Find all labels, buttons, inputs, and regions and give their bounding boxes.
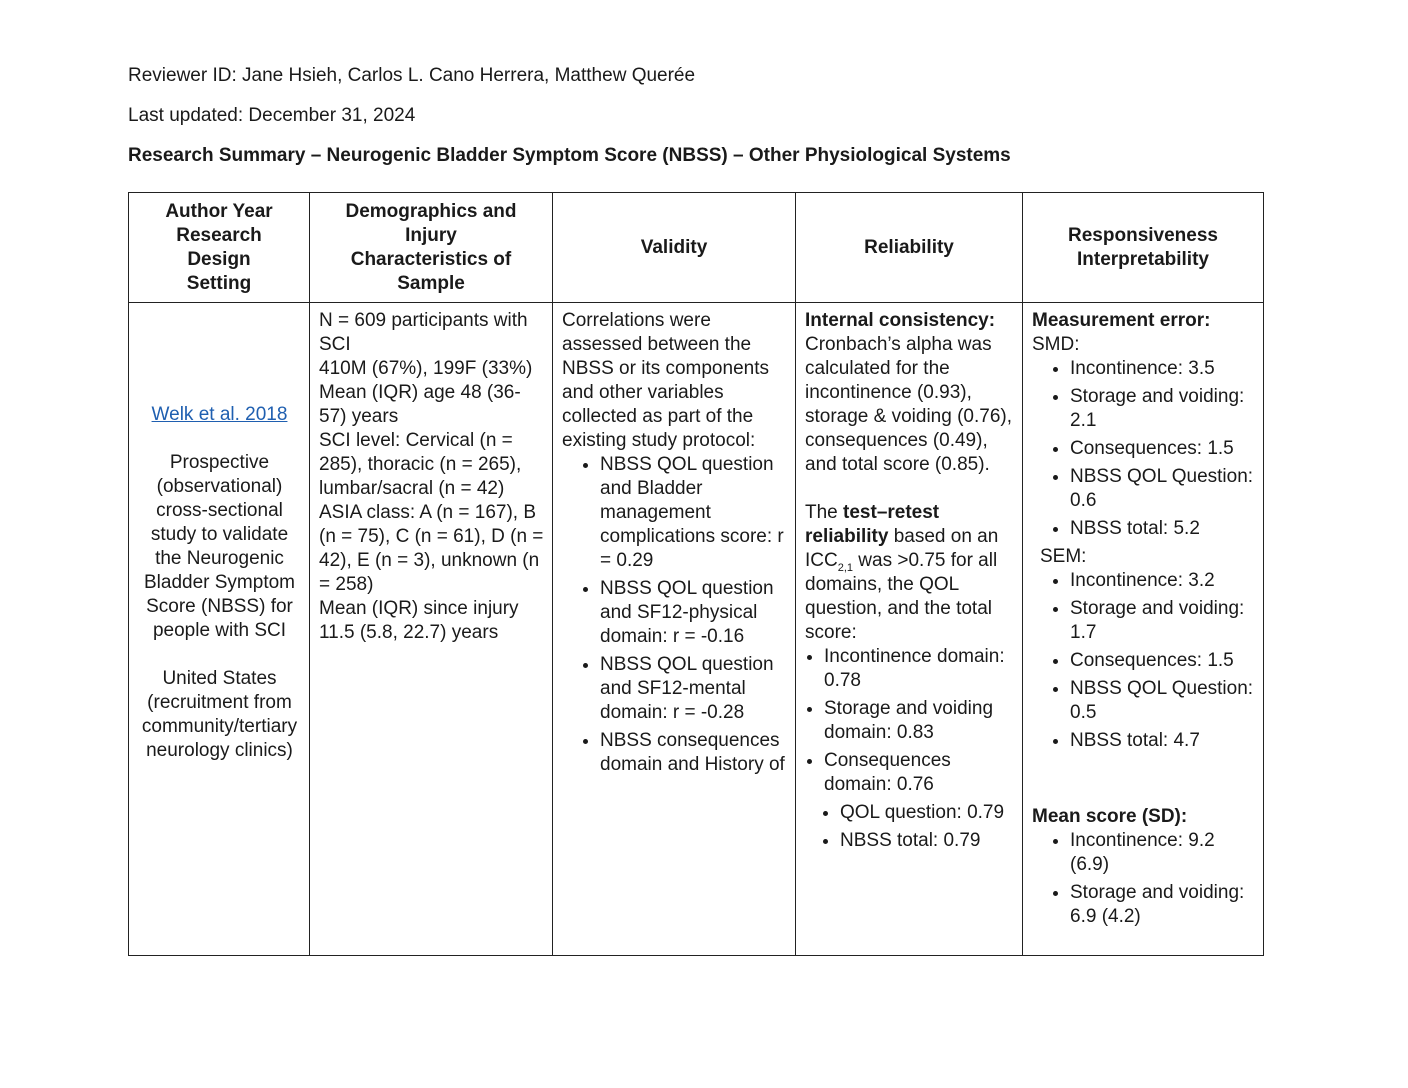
table-header-row (129, 193, 1264, 303)
smd-list (1032, 357, 1255, 541)
cell-reliability (796, 303, 1023, 956)
header-author-line: Research (176, 224, 262, 246)
cell-author (129, 303, 310, 956)
measurement-error-label: Measurement error: (1032, 310, 1211, 331)
header-author (129, 193, 310, 303)
list-item: • Incontinence: 3.2 (1070, 569, 1255, 593)
demographics-line: ASIA class: A (n = 167), B (n = 75), C (n = 61), D (n = 42), E (n = 3), unknown (n = 258) (319, 502, 544, 595)
list-item: • NBSS total: 0.79 (840, 829, 1014, 853)
list-item: • Incontinence: 3.5 (1070, 357, 1255, 381)
list-item: • NBSS total: 5.2 (1070, 517, 1255, 541)
study-link[interactable]: Welk et al. 2018 (151, 404, 288, 425)
research-summary-table (128, 192, 1264, 956)
list-item: • QOL question: 0.79 (840, 801, 1014, 825)
header-responsiveness (1023, 193, 1264, 303)
list-item: • Consequences: 1.5 (1070, 649, 1255, 673)
header-responsiveness-line: Interpretability (1077, 248, 1209, 270)
list-item: • Storage and voiding domain: 0.83 (824, 697, 1014, 745)
header-demographics-line: Characteristics of Sample (350, 248, 512, 294)
demographics-line: Mean (IQR) age 48 (36-57) years (319, 382, 521, 427)
header-responsiveness-line: Responsiveness (1068, 224, 1218, 246)
test-retest-post: was >0.75 for all domains, the QOL question, and the total score: (805, 550, 998, 643)
list-item: • Incontinence domain: 0.78 (824, 645, 1014, 693)
header-author-line: Setting (186, 272, 252, 294)
mean-score-label: Mean score (SD): (1032, 806, 1188, 827)
mean-score-list (1032, 829, 1255, 929)
list-item: • NBSS QOL Question: 0.6 (1070, 465, 1255, 513)
list-item: • Consequences domain: 0.76 (824, 749, 1014, 797)
validity-list (562, 453, 787, 777)
validity-intro: Correlations were assessed between the NBSS or its components and other variables collected as part of the existing study protocol: (562, 310, 769, 451)
test-retest-label: test–retest reliability (805, 502, 940, 547)
list-item: • Consequences: 1.5 (1070, 437, 1255, 461)
smd-label: SMD: (1032, 334, 1080, 355)
icc-subscript: 2,1 (837, 561, 854, 574)
test-retest-pre: The (805, 502, 844, 523)
list-item: • NBSS QOL question and SF12-physical domain: r = -0.16 (600, 577, 787, 649)
test-retest-text (805, 501, 1014, 645)
demographics-line: 410M (67%), 199F (33%) (319, 358, 533, 379)
header-demographics (310, 193, 553, 303)
reviewer-id: Reviewer ID: Jane Hsieh, Carlos L. Cano Herrera, Matthew Querée (128, 65, 696, 86)
sem-list (1032, 569, 1255, 753)
page-title: Research Summary – Neurogenic Bladder Symptom Score (NBSS) – Other Physiological Systems (128, 145, 1011, 166)
list-item: • NBSS consequences domain and History of (600, 729, 787, 777)
table-row (129, 303, 1264, 956)
list-item: • Storage and voiding: 2.1 (1070, 385, 1255, 433)
list-item: • Storage and voiding: 1.7 (1070, 597, 1255, 645)
header-validity: Validity (553, 193, 796, 303)
list-item: • NBSS QOL question and SF12-mental domain: r = -0.28 (600, 653, 787, 725)
study-design: Prospective (observational) cross-sectional study to validate the Neurogenic Bladder Symptom Score (NBSS) for people with SCI (143, 452, 295, 641)
header-demographics-line: Demographics and Injury (345, 200, 517, 246)
reliability-list-indented (805, 801, 1014, 853)
reliability-list (805, 645, 1014, 797)
demographics-line: N = 609 participants with SCI (319, 310, 528, 355)
sem-label: SEM: (1040, 546, 1087, 567)
header-author-line: Author Year (165, 200, 273, 222)
cell-demographics (310, 303, 553, 956)
list-item: • NBSS QOL question and Bladder management complications score: r = 0.29 (600, 453, 787, 573)
list-item: • NBSS QOL Question: 0.5 (1070, 677, 1255, 725)
internal-consistency-text: Cronbach’s alpha was calculated for the incontinence (0.93), storage & voiding (0.76), consequences (0.49), and total score (0.85). (805, 334, 1013, 475)
cell-responsiveness (1023, 303, 1264, 956)
demographics-line: SCI level: Cervical (n = 285), thoracic (n = 265), lumbar/sacral (n = 42) (319, 430, 522, 499)
last-updated: Last updated: December 31, 2024 (128, 105, 416, 126)
header-reliability: Reliability (796, 193, 1023, 303)
cell-validity (553, 303, 796, 956)
study-setting: United States (recruitment from community/tertiary neurology clinics) (141, 668, 298, 761)
list-item: • NBSS total: 4.7 (1070, 729, 1255, 753)
header-author-line: Design (187, 248, 251, 270)
test-retest-mid: based on an ICC (805, 526, 999, 571)
list-item: • Storage and voiding: 6.9 (4.2) (1070, 881, 1255, 929)
demographics-line: Mean (IQR) since injury 11.5 (5.8, 22.7) years (319, 598, 519, 643)
internal-consistency-label: Internal consistency: (805, 310, 996, 331)
list-item: • Incontinence: 9.2 (6.9) (1070, 829, 1255, 877)
